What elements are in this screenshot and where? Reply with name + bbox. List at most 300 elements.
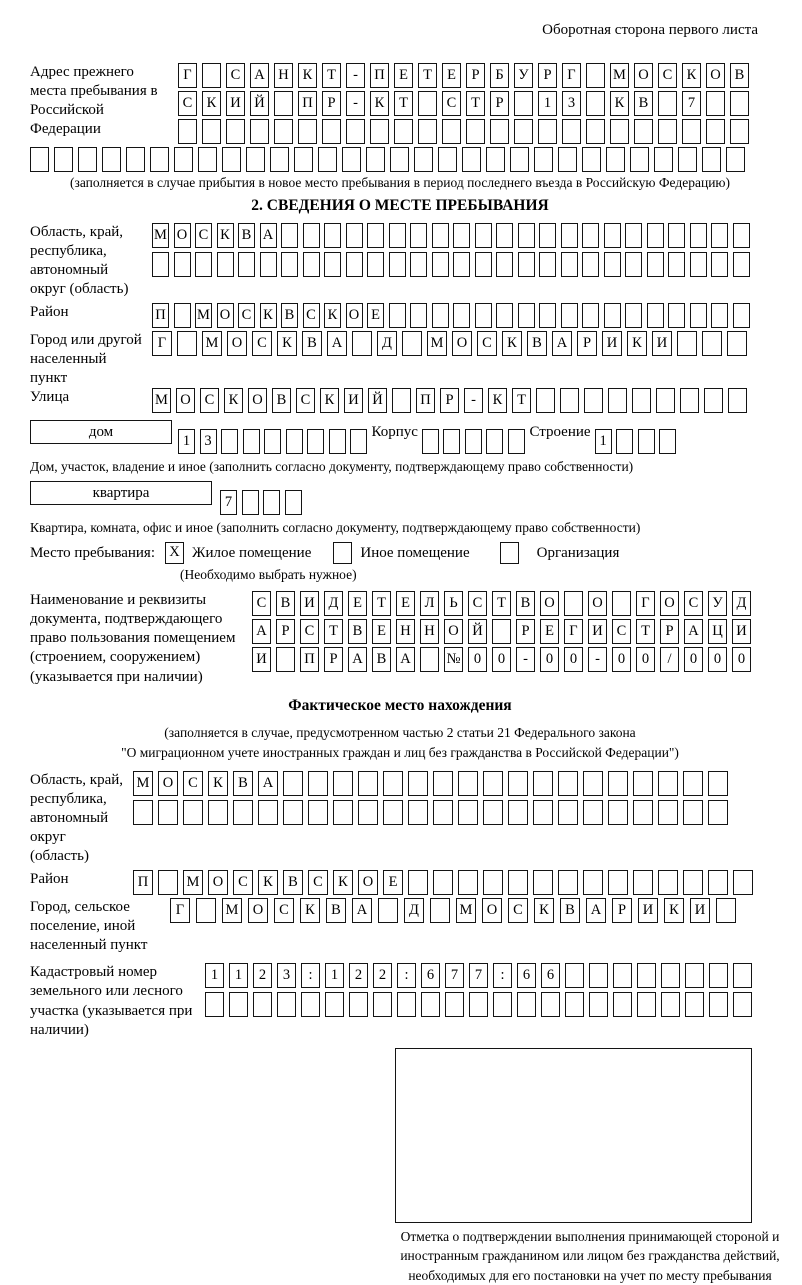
char-cell[interactable]: О — [176, 388, 195, 413]
char-cell[interactable]: С — [252, 331, 272, 356]
char-cell[interactable]: С — [252, 591, 271, 616]
char-cell[interactable]: К — [202, 91, 221, 116]
char-cell[interactable] — [283, 771, 303, 796]
char-cell[interactable]: С — [274, 898, 294, 923]
char-cell[interactable]: Р — [516, 619, 535, 644]
char-cell[interactable] — [632, 388, 651, 413]
char-cell[interactable]: 2 — [349, 963, 368, 988]
char-cell[interactable]: № — [444, 647, 463, 672]
char-cell[interactable]: А — [352, 898, 372, 923]
char-cell[interactable]: 1 — [538, 91, 557, 116]
char-cell[interactable] — [301, 992, 320, 1017]
char-cell[interactable] — [728, 388, 747, 413]
char-cell[interactable] — [458, 870, 478, 895]
char-cell[interactable] — [517, 992, 536, 1017]
char-cell[interactable]: А — [396, 647, 415, 672]
char-cell[interactable] — [658, 119, 677, 144]
char-cell[interactable]: П — [152, 303, 169, 328]
char-cell[interactable]: / — [660, 647, 679, 672]
char-cell[interactable] — [453, 303, 470, 328]
char-cell[interactable]: С — [183, 771, 203, 796]
char-cell[interactable] — [433, 800, 453, 825]
char-cell[interactable] — [625, 303, 642, 328]
char-cell[interactable]: П — [300, 647, 319, 672]
char-cell[interactable]: М — [202, 331, 222, 356]
char-cell[interactable]: Т — [372, 591, 391, 616]
char-cell[interactable]: Р — [466, 63, 485, 88]
char-cell[interactable] — [647, 223, 664, 248]
char-cell[interactable] — [533, 771, 553, 796]
char-cell[interactable] — [604, 303, 621, 328]
char-cell[interactable] — [518, 223, 535, 248]
char-cell[interactable]: Р — [660, 619, 679, 644]
char-cell[interactable] — [174, 252, 191, 277]
char-cell[interactable] — [422, 429, 439, 454]
char-cell[interactable]: - — [516, 647, 535, 672]
char-cell[interactable] — [358, 800, 378, 825]
char-cell[interactable] — [389, 252, 406, 277]
char-cell[interactable] — [514, 91, 533, 116]
char-cell[interactable] — [733, 223, 750, 248]
char-cell[interactable] — [492, 619, 511, 644]
char-cell[interactable]: О — [248, 388, 267, 413]
char-cell[interactable] — [333, 771, 353, 796]
char-cell[interactable]: П — [298, 91, 317, 116]
char-cell[interactable]: С — [658, 63, 677, 88]
char-cell[interactable] — [183, 800, 203, 825]
char-cell[interactable] — [668, 223, 685, 248]
char-cell[interactable]: Р — [276, 619, 295, 644]
char-cell[interactable] — [281, 223, 298, 248]
char-cell[interactable]: О — [660, 591, 679, 616]
char-cell[interactable]: И — [226, 91, 245, 116]
char-cell[interactable]: Р — [490, 91, 509, 116]
char-cell[interactable]: В — [527, 331, 547, 356]
char-cell[interactable] — [638, 429, 655, 454]
char-cell[interactable]: К — [502, 331, 522, 356]
char-cell[interactable]: И — [602, 331, 622, 356]
char-cell[interactable] — [561, 252, 578, 277]
char-cell[interactable] — [583, 800, 603, 825]
char-cell[interactable] — [462, 147, 481, 172]
char-cell[interactable] — [475, 252, 492, 277]
char-cell[interactable]: О — [482, 898, 502, 923]
char-cell[interactable] — [539, 252, 556, 277]
char-cell[interactable] — [373, 992, 392, 1017]
char-cell[interactable] — [586, 91, 605, 116]
char-cell[interactable]: И — [252, 647, 271, 672]
char-cell[interactable] — [465, 429, 482, 454]
char-cell[interactable] — [394, 119, 413, 144]
char-cell[interactable] — [647, 303, 664, 328]
char-cell[interactable] — [250, 119, 269, 144]
char-cell[interactable] — [634, 119, 653, 144]
char-cell[interactable] — [78, 147, 97, 172]
char-cell[interactable] — [658, 870, 678, 895]
char-cell[interactable]: К — [664, 898, 684, 923]
char-cell[interactable] — [690, 303, 707, 328]
char-cell[interactable]: Г — [170, 898, 190, 923]
char-cell[interactable] — [276, 647, 295, 672]
char-cell[interactable] — [656, 388, 675, 413]
char-cell[interactable]: К — [333, 870, 353, 895]
char-cell[interactable] — [174, 147, 193, 172]
char-cell[interactable] — [633, 800, 653, 825]
char-cell[interactable]: В — [372, 647, 391, 672]
char-cell[interactable] — [486, 147, 505, 172]
char-cell[interactable]: М — [152, 388, 171, 413]
char-cell[interactable] — [432, 252, 449, 277]
char-cell[interactable]: - — [588, 647, 607, 672]
char-cell[interactable] — [325, 992, 344, 1017]
char-cell[interactable] — [496, 303, 513, 328]
char-cell[interactable] — [678, 147, 697, 172]
char-cell[interactable] — [397, 992, 416, 1017]
char-cell[interactable] — [350, 429, 367, 454]
char-cell[interactable] — [370, 119, 389, 144]
char-cell[interactable]: 6 — [517, 963, 536, 988]
char-cell[interactable] — [303, 252, 320, 277]
char-cell[interactable] — [496, 223, 513, 248]
char-cell[interactable]: 3 — [200, 429, 217, 454]
char-cell[interactable]: Р — [440, 388, 459, 413]
char-cell[interactable] — [730, 91, 749, 116]
char-cell[interactable]: А — [684, 619, 703, 644]
char-cell[interactable]: Н — [274, 63, 293, 88]
char-cell[interactable] — [329, 429, 346, 454]
char-cell[interactable]: Д — [732, 591, 751, 616]
char-cell[interactable]: В — [634, 91, 653, 116]
char-cell[interactable] — [561, 303, 578, 328]
char-cell[interactable] — [486, 429, 503, 454]
char-cell[interactable] — [433, 870, 453, 895]
char-cell[interactable] — [483, 870, 503, 895]
char-cell[interactable]: С — [684, 591, 703, 616]
char-cell[interactable] — [680, 388, 699, 413]
char-cell[interactable]: О — [346, 303, 363, 328]
char-cell[interactable] — [630, 147, 649, 172]
char-cell[interactable]: С — [300, 619, 319, 644]
char-cell[interactable]: О — [158, 771, 178, 796]
char-cell[interactable] — [421, 992, 440, 1017]
char-cell[interactable] — [608, 771, 628, 796]
char-cell[interactable] — [708, 771, 728, 796]
char-cell[interactable]: К — [682, 63, 701, 88]
char-cell[interactable]: П — [133, 870, 153, 895]
char-cell[interactable] — [733, 252, 750, 277]
char-cell[interactable]: М — [456, 898, 476, 923]
char-cell[interactable] — [490, 119, 509, 144]
char-cell[interactable]: С — [296, 388, 315, 413]
char-cell[interactable] — [410, 252, 427, 277]
char-cell[interactable] — [221, 429, 238, 454]
char-cell[interactable] — [432, 303, 449, 328]
char-cell[interactable] — [383, 800, 403, 825]
char-cell[interactable] — [383, 771, 403, 796]
char-cell[interactable]: М — [133, 771, 153, 796]
char-cell[interactable]: 2 — [253, 963, 272, 988]
char-cell[interactable] — [390, 147, 409, 172]
char-cell[interactable] — [178, 119, 197, 144]
char-cell[interactable] — [534, 147, 553, 172]
char-cell[interactable]: С — [308, 870, 328, 895]
char-cell[interactable]: О — [208, 870, 228, 895]
char-cell[interactable] — [358, 771, 378, 796]
char-cell[interactable]: 1 — [325, 963, 344, 988]
char-cell[interactable] — [274, 119, 293, 144]
char-cell[interactable] — [558, 800, 578, 825]
char-cell[interactable]: М — [222, 898, 242, 923]
char-cell[interactable] — [536, 388, 555, 413]
char-cell[interactable] — [420, 647, 439, 672]
char-cell[interactable] — [733, 870, 753, 895]
char-cell[interactable]: Й — [368, 388, 387, 413]
char-cell[interactable]: Д — [377, 331, 397, 356]
char-cell[interactable]: М — [183, 870, 203, 895]
char-cell[interactable] — [709, 963, 728, 988]
char-cell[interactable]: 1 — [178, 429, 195, 454]
checkbox-organizatsiya[interactable] — [500, 542, 519, 564]
char-cell[interactable] — [303, 223, 320, 248]
char-cell[interactable]: К — [208, 771, 228, 796]
char-cell[interactable] — [217, 252, 234, 277]
char-cell[interactable] — [677, 331, 697, 356]
char-cell[interactable] — [690, 223, 707, 248]
char-cell[interactable]: - — [346, 91, 365, 116]
char-cell[interactable] — [633, 771, 653, 796]
char-cell[interactable] — [352, 331, 372, 356]
char-cell[interactable]: Н — [396, 619, 415, 644]
char-cell[interactable]: Е — [396, 591, 415, 616]
char-cell[interactable] — [704, 388, 723, 413]
char-cell[interactable]: Т — [324, 619, 343, 644]
char-cell[interactable] — [625, 252, 642, 277]
char-cell[interactable] — [174, 303, 191, 328]
char-cell[interactable] — [565, 992, 584, 1017]
char-cell[interactable] — [198, 147, 217, 172]
char-cell[interactable]: 3 — [277, 963, 296, 988]
char-cell[interactable] — [242, 490, 259, 515]
char-cell[interactable]: С — [226, 63, 245, 88]
char-cell[interactable]: К — [298, 63, 317, 88]
char-cell[interactable]: В — [276, 591, 295, 616]
char-cell[interactable] — [508, 429, 525, 454]
char-cell[interactable]: М — [610, 63, 629, 88]
char-cell[interactable] — [483, 771, 503, 796]
char-cell[interactable]: К — [370, 91, 389, 116]
char-cell[interactable]: Е — [442, 63, 461, 88]
char-cell[interactable] — [410, 223, 427, 248]
char-cell[interactable] — [410, 303, 427, 328]
char-cell[interactable]: С — [477, 331, 497, 356]
char-cell[interactable]: 7 — [682, 91, 701, 116]
char-cell[interactable] — [582, 223, 599, 248]
char-cell[interactable] — [659, 429, 676, 454]
char-cell[interactable]: 6 — [421, 963, 440, 988]
char-cell[interactable]: О — [174, 223, 191, 248]
char-cell[interactable] — [708, 870, 728, 895]
char-cell[interactable] — [539, 303, 556, 328]
char-cell[interactable] — [514, 119, 533, 144]
char-cell[interactable]: 7 — [445, 963, 464, 988]
char-cell[interactable] — [298, 119, 317, 144]
char-cell[interactable] — [445, 992, 464, 1017]
char-cell[interactable]: К — [224, 388, 243, 413]
char-cell[interactable] — [438, 147, 457, 172]
char-cell[interactable] — [533, 800, 553, 825]
char-cell[interactable] — [730, 119, 749, 144]
char-cell[interactable] — [458, 771, 478, 796]
char-cell[interactable]: А — [348, 647, 367, 672]
char-cell[interactable] — [727, 331, 747, 356]
char-cell[interactable] — [233, 800, 253, 825]
char-cell[interactable]: С — [508, 898, 528, 923]
char-cell[interactable] — [583, 870, 603, 895]
char-cell[interactable] — [133, 800, 153, 825]
char-cell[interactable]: : — [493, 963, 512, 988]
char-cell[interactable]: Ц — [708, 619, 727, 644]
char-cell[interactable] — [208, 800, 228, 825]
char-cell[interactable]: 1 — [229, 963, 248, 988]
char-cell[interactable]: : — [397, 963, 416, 988]
char-cell[interactable] — [733, 992, 752, 1017]
char-cell[interactable] — [333, 800, 353, 825]
char-cell[interactable] — [367, 252, 384, 277]
char-cell[interactable] — [346, 119, 365, 144]
char-cell[interactable]: Ь — [444, 591, 463, 616]
char-cell[interactable] — [683, 771, 703, 796]
char-cell[interactable] — [414, 147, 433, 172]
char-cell[interactable] — [469, 992, 488, 1017]
char-cell[interactable] — [733, 303, 750, 328]
char-cell[interactable] — [582, 303, 599, 328]
char-cell[interactable] — [418, 91, 437, 116]
char-cell[interactable] — [324, 223, 341, 248]
char-cell[interactable]: Г — [562, 63, 581, 88]
char-cell[interactable] — [658, 771, 678, 796]
char-cell[interactable]: К — [260, 303, 277, 328]
char-cell[interactable]: О — [706, 63, 725, 88]
char-cell[interactable]: Л — [420, 591, 439, 616]
char-cell[interactable] — [610, 119, 629, 144]
char-cell[interactable] — [561, 223, 578, 248]
char-cell[interactable]: Р — [577, 331, 597, 356]
char-cell[interactable] — [475, 303, 492, 328]
char-cell[interactable] — [274, 91, 293, 116]
char-cell[interactable]: С — [238, 303, 255, 328]
char-cell[interactable]: 1 — [595, 429, 612, 454]
char-cell[interactable] — [126, 147, 145, 172]
char-cell[interactable] — [408, 771, 428, 796]
char-cell[interactable]: В — [281, 303, 298, 328]
char-cell[interactable] — [152, 252, 169, 277]
char-cell[interactable]: Т — [394, 91, 413, 116]
char-cell[interactable] — [443, 429, 460, 454]
char-cell[interactable] — [195, 252, 212, 277]
char-cell[interactable]: Е — [372, 619, 391, 644]
char-cell[interactable] — [604, 252, 621, 277]
char-cell[interactable] — [238, 252, 255, 277]
char-cell[interactable]: 0 — [540, 647, 559, 672]
char-cell[interactable] — [324, 252, 341, 277]
char-cell[interactable] — [430, 898, 450, 923]
char-cell[interactable] — [349, 992, 368, 1017]
char-cell[interactable]: О — [634, 63, 653, 88]
char-cell[interactable] — [408, 800, 428, 825]
char-cell[interactable] — [277, 992, 296, 1017]
char-cell[interactable] — [307, 429, 324, 454]
char-cell[interactable] — [442, 119, 461, 144]
char-cell[interactable]: Е — [394, 63, 413, 88]
char-cell[interactable]: В — [348, 619, 367, 644]
char-cell[interactable]: В — [302, 331, 322, 356]
char-cell[interactable] — [378, 898, 398, 923]
char-cell[interactable] — [158, 800, 178, 825]
char-cell[interactable] — [260, 252, 277, 277]
char-cell[interactable]: 0 — [612, 647, 631, 672]
char-cell[interactable] — [308, 800, 328, 825]
char-cell[interactable] — [586, 63, 605, 88]
char-cell[interactable]: К — [277, 331, 297, 356]
char-cell[interactable] — [558, 870, 578, 895]
char-cell[interactable] — [226, 119, 245, 144]
char-cell[interactable]: С — [233, 870, 253, 895]
char-cell[interactable] — [483, 800, 503, 825]
char-cell[interactable]: О — [248, 898, 268, 923]
char-cell[interactable]: А — [260, 223, 277, 248]
char-cell[interactable]: К — [300, 898, 320, 923]
char-cell[interactable] — [177, 331, 197, 356]
char-cell[interactable] — [711, 252, 728, 277]
char-cell[interactable] — [711, 303, 728, 328]
char-cell[interactable]: Е — [540, 619, 559, 644]
char-cell[interactable] — [558, 771, 578, 796]
checkbox-zhiloe-pomeshchenie[interactable]: X — [165, 542, 184, 564]
char-cell[interactable] — [647, 252, 664, 277]
char-cell[interactable] — [612, 591, 631, 616]
char-cell[interactable]: Д — [404, 898, 424, 923]
char-cell[interactable] — [508, 800, 528, 825]
char-cell[interactable]: Р — [538, 63, 557, 88]
char-cell[interactable] — [508, 870, 528, 895]
char-cell[interactable]: Е — [348, 591, 367, 616]
char-cell[interactable]: Р — [612, 898, 632, 923]
char-cell[interactable]: 0 — [636, 647, 655, 672]
char-cell[interactable] — [205, 992, 224, 1017]
char-cell[interactable] — [584, 388, 603, 413]
char-cell[interactable] — [668, 252, 685, 277]
char-cell[interactable]: Р — [322, 91, 341, 116]
char-cell[interactable] — [589, 963, 608, 988]
char-cell[interactable]: Г — [152, 331, 172, 356]
char-cell[interactable]: 7 — [220, 490, 237, 515]
char-cell[interactable]: К — [324, 303, 341, 328]
char-cell[interactable]: 0 — [684, 647, 703, 672]
char-cell[interactable] — [253, 992, 272, 1017]
char-cell[interactable] — [243, 429, 260, 454]
char-cell[interactable] — [608, 800, 628, 825]
char-cell[interactable] — [510, 147, 529, 172]
char-cell[interactable] — [158, 870, 178, 895]
char-cell[interactable]: О — [358, 870, 378, 895]
char-cell[interactable]: С — [178, 91, 197, 116]
char-cell[interactable]: И — [588, 619, 607, 644]
char-cell[interactable]: Й — [250, 91, 269, 116]
char-cell[interactable] — [539, 223, 556, 248]
checkbox-inoe-pomeshchenie[interactable] — [333, 542, 352, 564]
char-cell[interactable] — [726, 147, 745, 172]
char-cell[interactable]: Г — [636, 591, 655, 616]
